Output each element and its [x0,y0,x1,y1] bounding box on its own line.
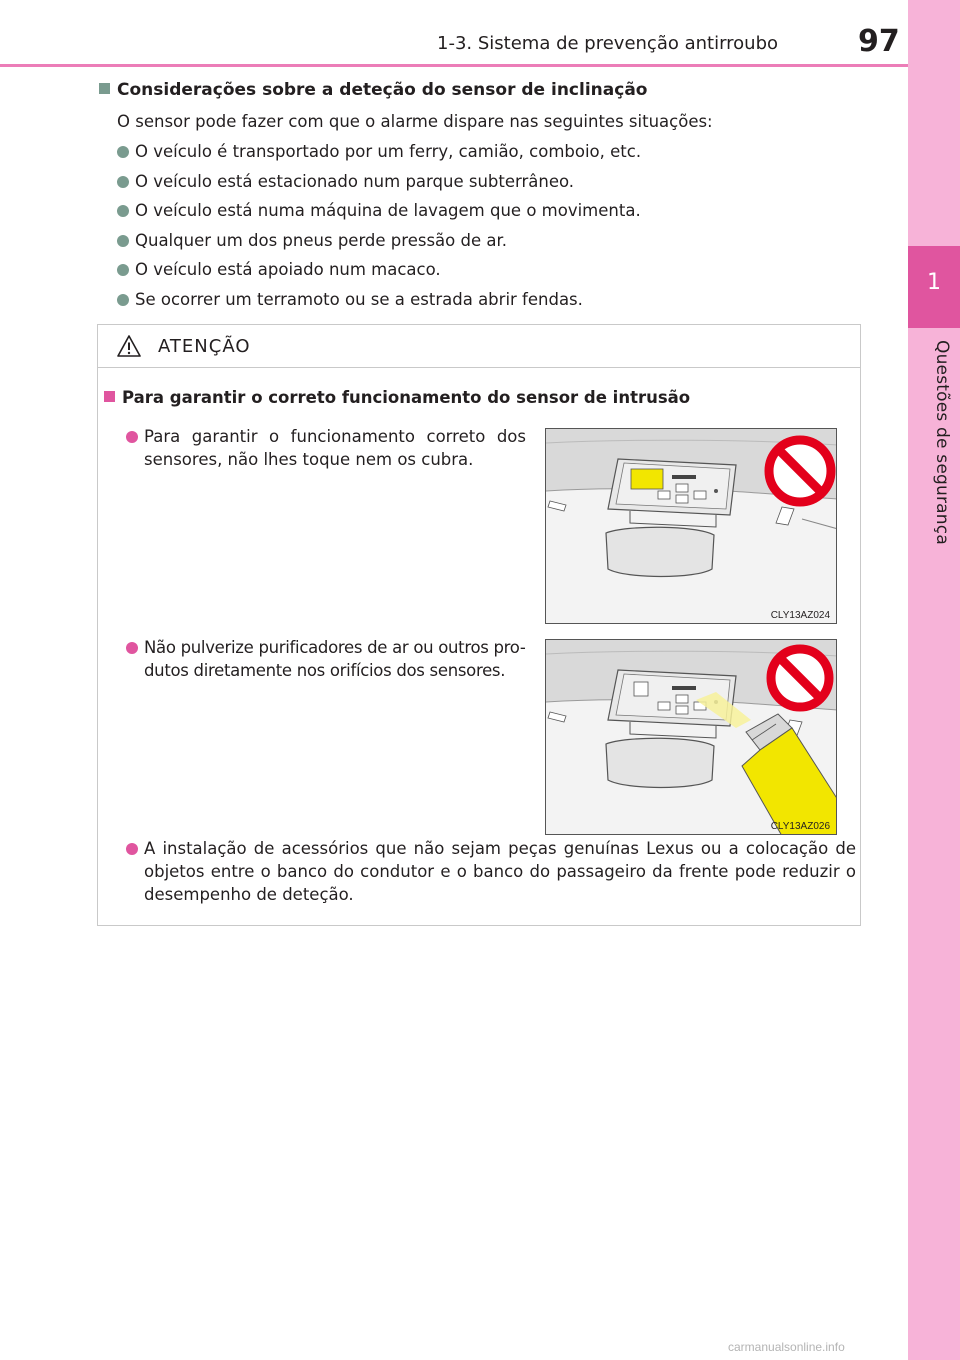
warning-triangle-icon [116,334,142,358]
section-heading-text: Considerações sobre a deteção do sensor de inclinação [117,80,648,100]
list-item-text: O veículo está apoiado num macaco. [135,260,441,279]
bullet-dot-icon [117,235,129,247]
list-item [117,289,641,319]
bullet-dot-icon [117,205,129,217]
illustration-code: CLY13AZ026 [770,821,830,832]
list-item [117,230,641,260]
caution-box [97,324,861,926]
list-item-text: Se ocorrer um terramoto ou se a estrada abrir fendas. [135,289,583,309]
caution-item-text: Para garantir o funcionamento correto dos sensores, não lhes toque nem os cubra. [144,427,526,469]
chapter-number: 1 [927,270,941,295]
list-item [117,259,641,289]
list-item [117,141,641,171]
caution-header [98,325,860,368]
caution-item [126,837,856,909]
caution-item [126,425,526,475]
section-title: 1-3. Sistema de prevenção antirroubo [437,33,779,54]
chapter-number-box [908,246,960,328]
caution-item-text: Não pulverize purificadores de ar ou outros pro-dutos diretamente nos orifícios dos sensores. [144,638,526,680]
caution-heading [104,388,690,407]
bullet-dot-icon [117,264,129,276]
overhead-console-spray-image [546,640,837,835]
list-item [117,200,641,230]
list-item [117,171,641,201]
list-item-text: O veículo está numa máquina de lavagem que o movimenta. [135,201,641,220]
illustration-code: CLY13AZ024 [770,610,830,621]
bullet-dot-icon [117,146,129,158]
overhead-console-image [546,429,837,624]
list-item-text: Qualquer um dos pneus perde pressão de ar. [135,230,507,250]
list-item-text: O veículo é transportado por um ferry, camião, comboio, etc. [135,142,642,161]
sensor-illustration-do-not-spray [545,639,837,835]
bullet-dot-icon [126,843,138,855]
situation-list [117,141,641,318]
caution-item [126,636,526,686]
bullet-dot-icon [117,176,129,188]
square-bullet-icon [99,83,110,94]
sensor-illustration-do-not-touch [545,428,837,624]
caution-title: ATENÇÃO [158,336,251,357]
caution-heading-text: Para garantir o correto funcionamento do sensor de intrusão [122,388,691,407]
bullet-dot-icon [126,642,138,654]
chapter-side-tab [908,0,960,1360]
page-header [0,0,908,68]
bullet-dot-icon [117,294,129,306]
caution-item-text: A instalação de acessórios que não sejam peças genuínas Lexus ou a colocação de objetos entre o banco do condutor e o banco do passageiro da frente pode reduzir o desempenho de deteção. [144,839,856,904]
watermark: carmanualsonline.info [728,1340,845,1354]
square-bullet-icon [104,391,115,402]
section-heading [99,80,647,100]
bullet-dot-icon [126,431,138,443]
page-number: 97 [858,24,900,59]
list-item-text: O veículo está estacionado num parque subterrâneo. [135,171,575,191]
chapter-title: Questões de segurança [932,340,952,545]
header-rule [0,64,908,67]
section-intro: O sensor pode fazer com que o alarme dispare nas seguintes situações: [117,112,713,131]
